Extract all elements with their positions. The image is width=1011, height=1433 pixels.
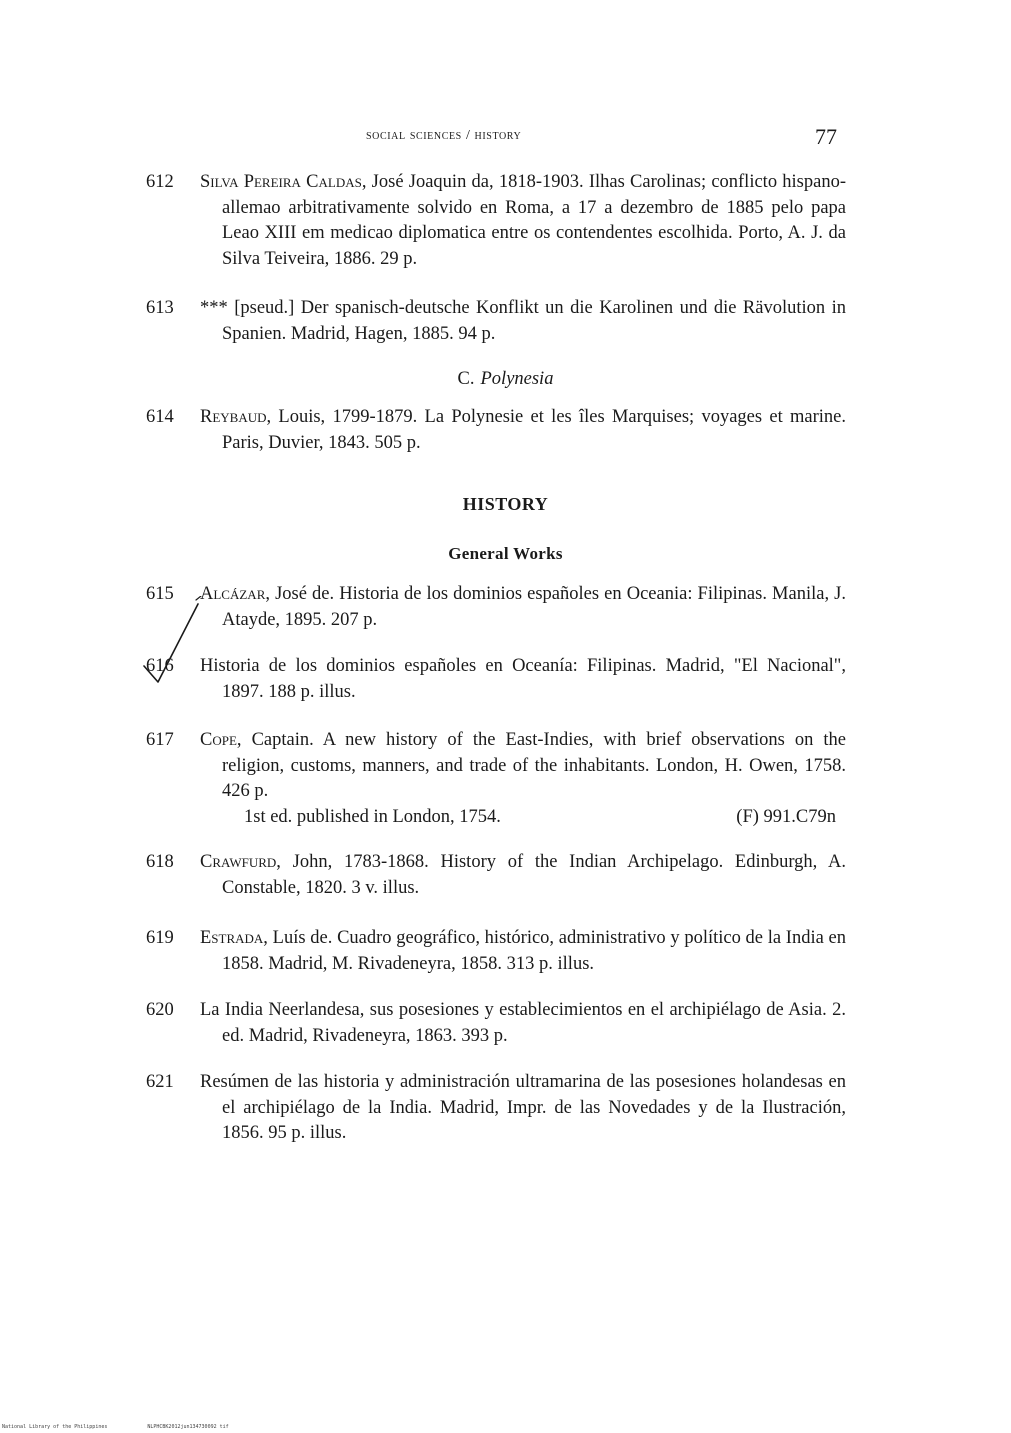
footer-library: National Library of the Philippines	[2, 1424, 108, 1430]
entry-number: 617	[146, 730, 174, 750]
entry-text	[200, 850, 846, 901]
entry-text	[200, 998, 846, 1049]
entry-citation: Luís de. Cuadro geográfico, histórico, administrativo y político de la India en 1858. Madrid, M. Rivadeneyra, 1858. 313 p. illus.	[222, 928, 846, 974]
bibliography-entry-621	[146, 1070, 846, 1147]
bibliography-entry-618	[146, 850, 846, 901]
subsection-heading-polynesia	[0, 369, 1011, 390]
scan-footer-stamp	[2, 1424, 229, 1430]
entry-number: 621	[146, 1072, 174, 1092]
entry-note: 1st ed. published in London, 1754.	[244, 806, 501, 827]
bibliography-entry-612	[146, 170, 846, 272]
entry-citation: Captain. A new history of the East-Indies, with brief observations on the religion, customs, manners, and trade of the inhabitants. London, H. Owen, 1758. 426 p.	[222, 730, 846, 802]
entry-number: 615	[146, 584, 174, 604]
entry-citation: La India Neerlandesa, sus posesiones y establecimientos en el archipiélago de Asia. 2. ed. Madrid, Rivadeneyra, 1863. 393 p.	[200, 1000, 846, 1046]
entry-text	[200, 926, 846, 977]
entry-text	[200, 1070, 846, 1147]
bibliography-entry-616	[146, 654, 846, 705]
call-number: (F) 991.C79n	[736, 806, 836, 827]
running-title: social sciences / history	[366, 128, 522, 143]
entry-author: Estrada,	[200, 928, 268, 948]
entry-text	[200, 654, 846, 705]
entry-text	[200, 170, 847, 272]
entry-number: 620	[146, 1000, 174, 1020]
entry-citation: José de. Historia de los dominios españoles en Oceania: Filipinas. Manila, J. Atayde, 1895. 207 p.	[222, 584, 846, 630]
entry-citation: Resúmen de las historia y administración ultramarina de las posesiones holandesas en el archipiélago de la India. Madrid, Impr. de las Novedades y de la Ilustración, 1856. 95 p. illus.	[200, 1072, 846, 1144]
entry-number: 612	[146, 172, 174, 192]
entry-number: 613	[146, 298, 174, 318]
entry-text	[200, 728, 846, 805]
page-number: 77	[815, 124, 837, 149]
entry-text	[200, 296, 846, 347]
subsection-heading-general-works: General Works	[448, 544, 563, 563]
subsection-name: Polynesia	[480, 369, 554, 389]
entry-text	[200, 405, 846, 456]
entry-number: 616	[146, 656, 174, 676]
entry-number: 618	[146, 852, 174, 872]
entry-number: 619	[146, 928, 174, 948]
entry-author: Silva Pereira Caldas,	[200, 172, 367, 192]
bibliography-entry-615	[146, 582, 846, 633]
entry-citation: John, 1783-1868. History of the Indian Archipelago. Edinburgh, A. Constable, 1820. 3 v. illus.	[222, 852, 846, 898]
bibliography-entry-613	[146, 296, 846, 347]
bibliography-entry-614	[146, 405, 846, 456]
section-heading-history: HISTORY	[462, 494, 549, 514]
entry-text	[200, 582, 846, 633]
bibliography-entry-619	[146, 926, 846, 977]
entry-citation: Louis, 1799-1879. La Polynesie et les îles Marquises; voyages et marine. Paris, Duvier, 1843. 505 p.	[222, 407, 846, 453]
entry-author: Crawfurd,	[200, 852, 281, 872]
subsection-letter: C.	[457, 369, 475, 389]
footer-identifier: NLPHCBK2012jun134730092 tif	[147, 1424, 229, 1430]
bibliography-entry-617	[146, 728, 846, 830]
entry-citation: Historia de los dominios españoles en Oceanía: Filipinas. Madrid, "El Nacional", 1897. 188 p. illus.	[200, 656, 846, 702]
entry-author: Cope,	[200, 730, 242, 750]
running-head	[0, 126, 1011, 150]
bibliography-entry-620	[146, 998, 846, 1049]
entry-author: Reybaud,	[200, 407, 272, 427]
entry-note-line	[244, 805, 846, 831]
entry-author: Alcázar,	[200, 584, 270, 604]
entry-citation: José Joaquin da, 1818-1903. Ilhas Carolinas; conflicto hispano-allemao arbitrativamente solvido en Roma, a 17 a dezembro de 1885 pelo papa Leao XIII em medicao diplomatica entre os contendentes escolhida. Porto, A. J. da Silva Teiveira, 1886. 29 p.	[222, 172, 847, 269]
entry-citation: *** [pseud.] Der spanisch-deutsche Konflikt un die Karolinen und die Rävolution in Spanien. Madrid, Hagen, 1885. 94 p.	[200, 298, 846, 344]
entry-number: 614	[146, 407, 174, 427]
